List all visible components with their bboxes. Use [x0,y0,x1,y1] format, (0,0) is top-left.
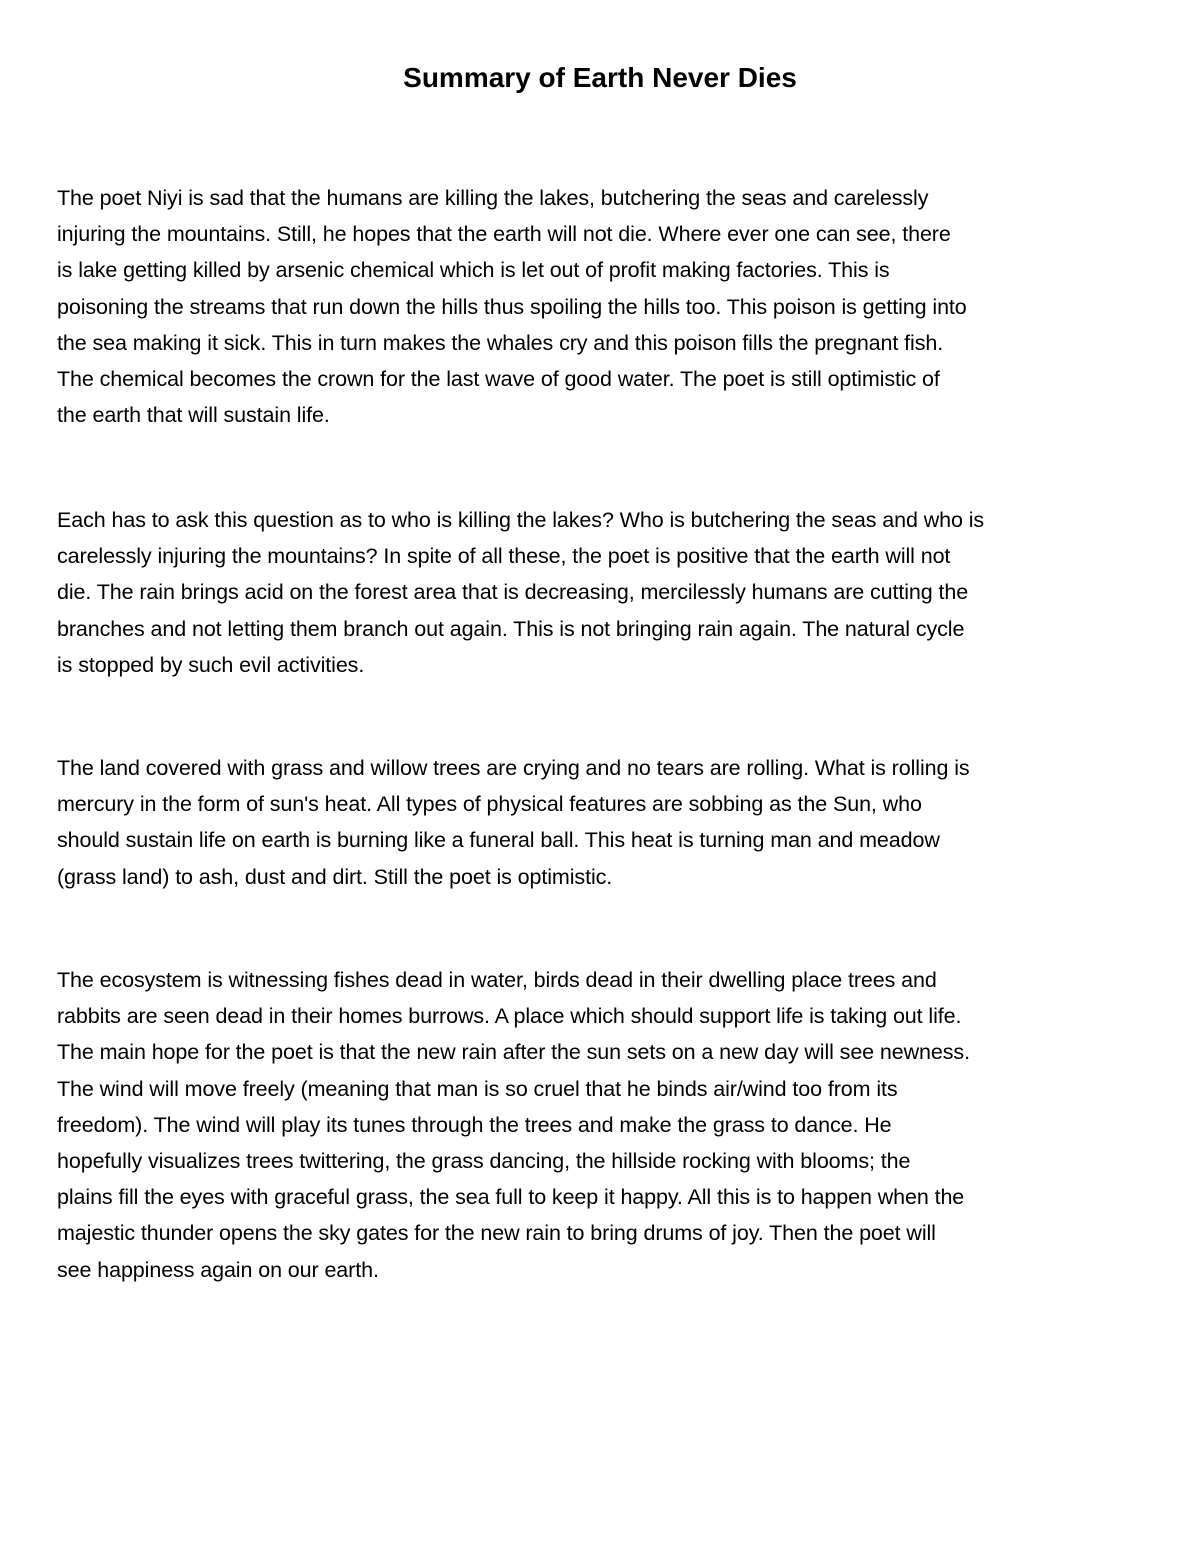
paragraph-line: (grass land) to ash, dust and dirt. Still the poet is optimistic. [57,864,613,889]
paragraph-line: die. The rain brings acid on the forest area that is decreasing, mercilessly humans are cutting the [57,580,969,605]
paragraph-3 [57,750,1147,895]
paragraph-line: is lake getting killed by arsenic chemical which is let out of profit making factories. This is [57,258,890,283]
paragraph-4 [57,962,1147,1288]
paragraph-line: freedom). The wind will play its tunes through the trees and make the grass to dance. He [57,1112,892,1137]
paragraph-line: the earth that will sustain life. [57,403,330,428]
paragraph-1 [57,180,1147,433]
document-title: Summary of Earth Never Dies [403,62,797,93]
paragraph-2 [57,502,1147,683]
paragraph-line: Each has to ask this question as to who is killing the lakes? Who is butchering the seas and who is [57,508,985,532]
paragraph-line: The chemical becomes the crown for the last wave of good water. The poet is still optimistic of [57,367,940,392]
paragraph-line: carelessly injuring the mountains? In spite of all these, the poet is positive that the earth will not [57,544,951,569]
paragraph-line: see happiness again on our earth. [57,1257,379,1282]
paragraph-line: hopefully visualizes trees twittering, the grass dancing, the hillside rocking with blooms; the [57,1149,911,1174]
paragraph-line: poisoning the streams that run down the hills thus spoiling the hills too. This poison is getting into [57,294,967,319]
paragraph-line: The land covered with grass and willow trees are crying and no tears are rolling. What is rolling is [57,756,970,780]
paragraph-line: branches and not letting them branch out again. This is not bringing rain again. The natural cycle [57,616,965,641]
paragraph-line: mercury in the form of sun's heat. All types of physical features are sobbing as the Sun, who [57,792,922,817]
paragraph-line: The poet Niyi is sad that the humans are killing the lakes, butchering the seas and carelessly [57,186,929,210]
paragraph-line: The main hope for the poet is that the new rain after the sun sets on a new day will see newness. [57,1040,970,1065]
paragraph-line: the sea making it sick. This in turn makes the whales cry and this poison fills the pregnant fish. [57,330,944,355]
paragraph-line: The ecosystem is witnessing fishes dead in water, birds dead in their dwelling place trees and [57,968,937,992]
paragraph-line: injuring the mountains. Still, he hopes that the earth will not die. Where ever one can see, there [57,222,951,247]
paragraph-line: The wind will move freely (meaning that man is so cruel that he binds air/wind too from its [57,1076,898,1101]
paragraph-line: should sustain life on earth is burning like a funeral ball. This heat is turning man and meadow [57,828,940,853]
paragraph-line: majestic thunder opens the sky gates for the new rain to bring drums of joy. Then the poet will [57,1221,936,1246]
paragraph-line: rabbits are seen dead in their homes burrows. A place which should support life is taking out life. [57,1004,962,1029]
paragraph-line: is stopped by such evil activities. [57,652,365,677]
paragraph-line: plains fill the eyes with graceful grass, the sea full to keep it happy. All this is to happen when the [57,1185,965,1210]
